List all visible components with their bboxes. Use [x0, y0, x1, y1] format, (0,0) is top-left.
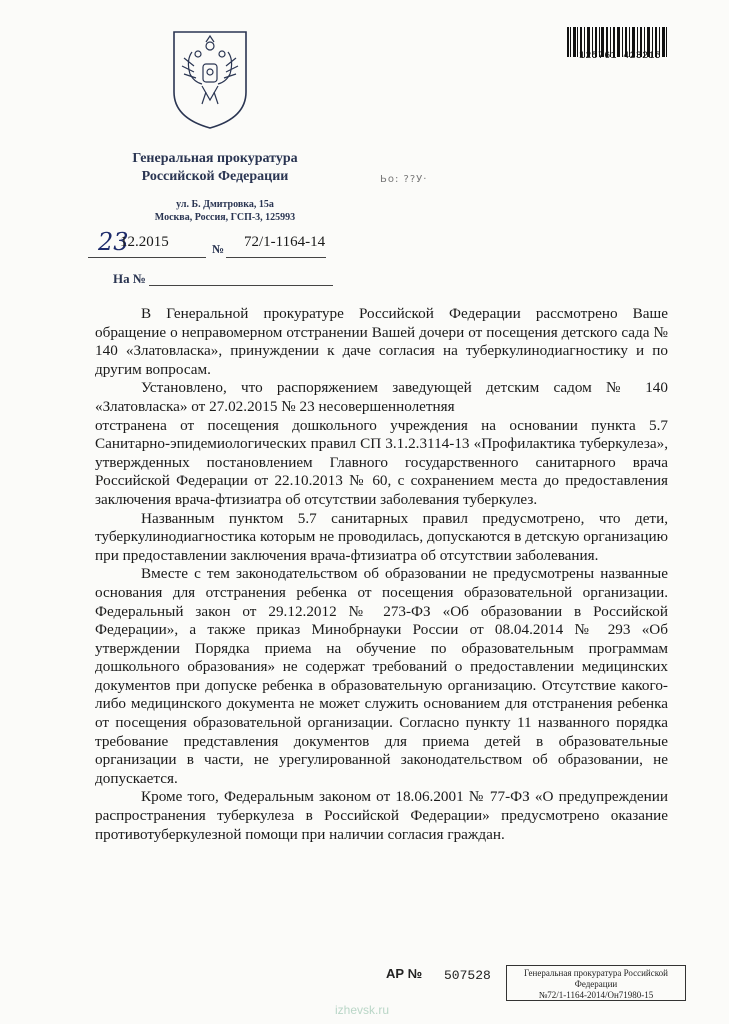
letter-body	[95, 305, 668, 844]
address-line2: Москва, Россия, ГСП-3, 125993	[154, 212, 296, 223]
stamp-line1: Генеральная прокуратура Российской	[524, 968, 668, 978]
faint-stamp-text: Ьо: ??У·	[380, 174, 428, 185]
number-sign: №	[212, 242, 225, 256]
stamp-line3: №72/1-1164-2014/Он71980-15	[538, 990, 654, 1000]
ap-number: 507528	[444, 968, 491, 983]
reference-line	[113, 270, 333, 290]
coat-of-arms-icon	[172, 30, 248, 130]
reference-label: На №	[113, 271, 146, 286]
registration-date-number	[88, 228, 338, 260]
paragraph-2-start: Установлено, что распоряжением заведующей детским садом № 140 «Златовласка» от 27.02.2015 № 23 несовершеннолетняя	[95, 379, 668, 415]
paragraph-1: В Генеральной прокуратуре Российской Федерации рассмотрено Ваше обращение о неправомерном отстранении Вашей дочери от посещения детского сада № 140 «Златовласка», принуждении к даче согласия на туберкулинодиагностику и по другим вопросам.	[95, 305, 668, 378]
paragraph-4: Вместе с тем законодательством об образовании не предусмотрены названные основания для отстранения ребенка от посещения образовательной организации. Федеральный закон от 29.12.2012 № 273-ФЗ «Об образовании в Российской Федерации», а также приказ Минобрнауки России от 08.04.2014 № 293 «Об утверждении Порядка приема на обучение по образовательным программам дошкольного образования» не содержат требований о предоставлении медицинских документов при допуске ребенка в образовательную организацию. Отсутствие какого-либо медицинского документа не может служить основанием для отстранения ребенка от посещения образовательной организации. Согласно пункту 11 названного порядка требование представления документов для приема детей в образовательные организации в части, не урегулированной законодательством об образовании, не допускается.	[95, 565, 668, 787]
organization-name-line2: Российской Федерации	[141, 169, 289, 184]
address-line1: ул. Б. Дмитровка, 15а	[176, 199, 274, 210]
organization-name-line1: Генеральная прокуратура	[132, 151, 298, 166]
paragraph-3: Названным пунктом 5.7 санитарных правил предусмотрено, что дети, туберкулинодиагностика которым не проводилась, допускаются в детскую организацию при предоставлении заключения врача-фтизиатра об отсутствии заболевания.	[95, 509, 668, 564]
registration-stamp	[506, 965, 686, 1001]
watermark: izhevsk.ru	[335, 1003, 390, 1017]
stamp-line2: Федерации	[574, 979, 618, 989]
date-underline	[88, 257, 206, 258]
paragraph-2-continued: отстранена от посещения дошкольного учреждения на основании пункта 5.7 Санитарно-эпидемиологических правил СП 3.1.2.3114-13 «Профилактика туберкулеза», утвержденных постановлением Главного государственного санитарного врача Российской Федерации от 22.10.2013 № 60, с сохранением места до предоставления заключения врача-фтизиатра об отсутствии заболевания туберкулез.	[95, 416, 668, 508]
number-underline	[226, 257, 326, 258]
reference-underline	[149, 285, 333, 286]
organization-address	[110, 198, 340, 224]
organization-name	[100, 150, 330, 186]
document-number: 72/1-1164-14	[244, 234, 326, 250]
barcode-digits: 125761 423215	[579, 51, 661, 62]
ap-number-label: АР №	[386, 966, 423, 981]
handwritten-day: 23	[98, 228, 129, 256]
paragraph-5: Кроме того, Федеральным законом от 18.06.2001 № 77-ФЗ «О предупреждении распространения туберкулеза в Российской Федерации» предусмотрено оказание противотуберкулезной помощи при наличии согласия граждан.	[95, 788, 668, 843]
registration-date: 12.2015	[120, 234, 169, 250]
